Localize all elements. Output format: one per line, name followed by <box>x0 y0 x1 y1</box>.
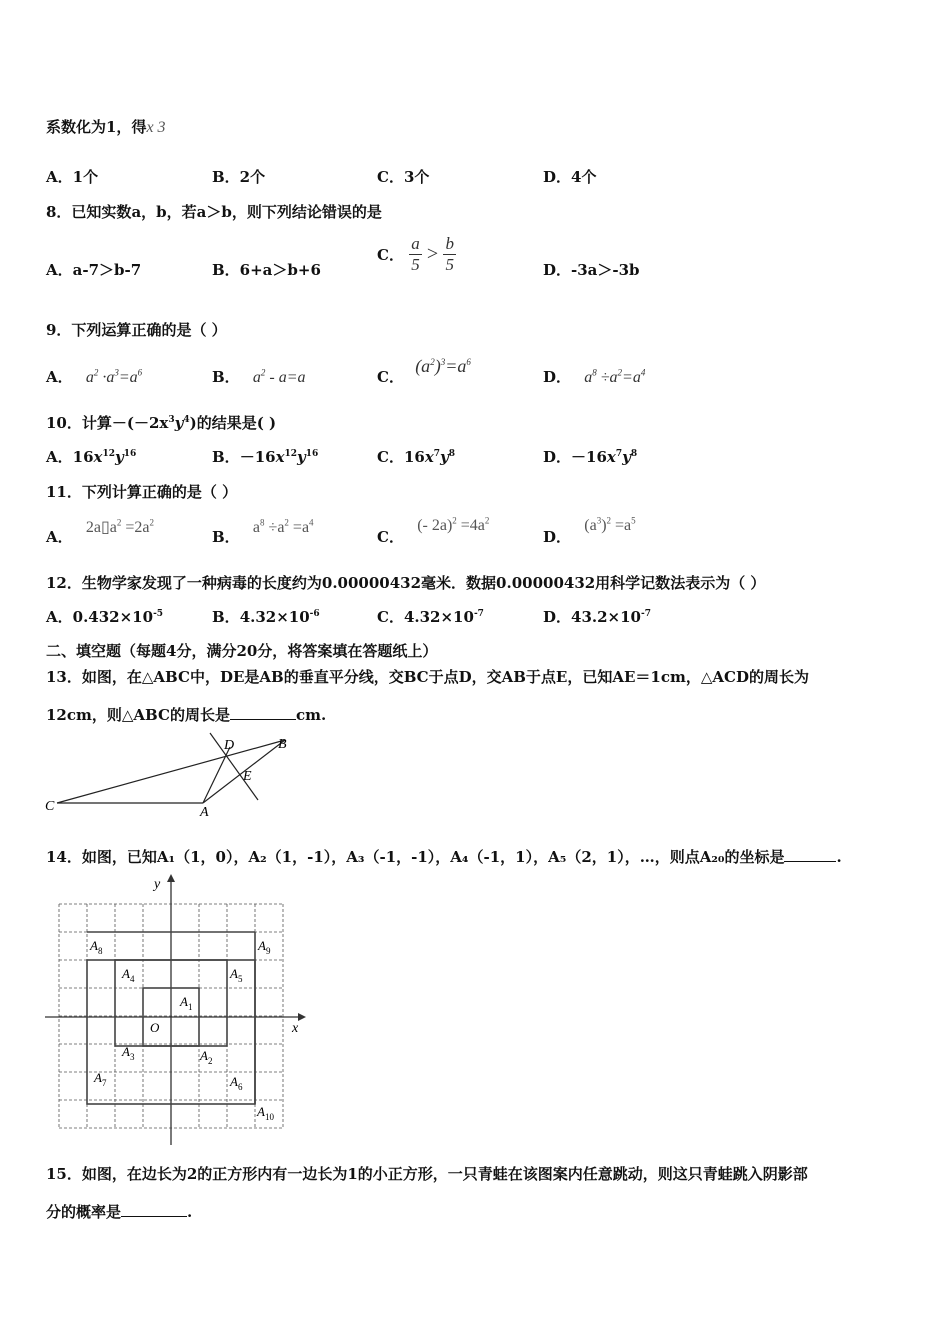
q7-option-a: A．1个 <box>46 168 99 186</box>
q14-coordinate-grid-figure <box>40 870 320 1150</box>
q11-stem: 11．下列计算正确的是（ ） <box>46 483 238 501</box>
q13-answer-blank[interactable] <box>230 719 296 720</box>
q9-option-d: D． $a^8 \div a^2=a^4$ <box>543 367 646 386</box>
q11-option-a: A． $2a▯a^2 =2a^2$ <box>46 517 155 546</box>
q10-option-d: D．$-16x^7y^8$ <box>543 448 638 466</box>
label-c: C <box>45 799 55 814</box>
q8-fraction-b: $\frac{b}{5}$ <box>445 234 454 274</box>
x-axis-arrow <box>298 1013 306 1021</box>
q8-option-a: A．a-7＞b-7 <box>46 261 142 279</box>
label-a10: $A_{10}$ <box>257 1104 274 1122</box>
label-b: B <box>278 737 287 752</box>
q10-stem: 10．计算$-(-2x^3y^4)$的结果是( ) <box>46 414 277 432</box>
q13-line-1: 13．如图，在△ABC中，DE是AB的垂直平分线，交BC于点D，交AB于点E，已知AE＝1cm，△ACD的周长为 <box>46 668 809 686</box>
q11-option-c: C． (- $2a)^2 =4a^2$ <box>377 515 490 546</box>
q7-solution-result: x 3 <box>146 119 166 136</box>
q15-answer-blank[interactable] <box>121 1216 187 1217</box>
label-a6: $A_6$ <box>230 1074 243 1092</box>
q7-option-c: C．3个 <box>377 168 430 186</box>
label-a9: $A_9$ <box>258 938 271 956</box>
label-origin: O <box>150 1020 160 1035</box>
label-a2: $A_2$ <box>200 1048 213 1066</box>
q15-line-1: 15．如图，在边长为2的正方形内有一边长为1的小正方形，一只青蛙在该图案内任意跳动，则这只青蛙跳入阴影部 <box>46 1165 808 1183</box>
label-x: x <box>292 1021 299 1036</box>
q10-option-c: C．$16x^7y^8$ <box>377 448 456 466</box>
label-a3: $A_3$ <box>122 1044 135 1062</box>
label-a: A <box>200 805 209 818</box>
q11-option-d: D． $(a^3)^2 =a^5$ <box>543 515 636 546</box>
q8-stem: 8．已知实数a，b，若a＞b，则下列结论错误的是 <box>46 203 382 221</box>
label-a1: $A_1$ <box>180 994 193 1012</box>
q8-option-c-label: C． <box>377 246 404 264</box>
q8-fraction-a: $\frac{a}{5}$ <box>411 234 420 274</box>
q8-option-b: B．6+a＞b+6 <box>212 261 321 279</box>
q12-option-a: A．$0.432\times 10^{-5}$ <box>46 608 164 626</box>
q8-option-c <box>377 234 456 275</box>
q11-option-b: B． $a^8 \div a^2 =a^4$ <box>212 517 314 546</box>
label-a5: $A_5$ <box>230 966 243 984</box>
q9-option-c: C． $(a^2)^3=a^6$ <box>377 356 471 386</box>
section-2-heading: 二、填空题（每题4分，满分20分，将答案填在答题纸上） <box>46 642 438 660</box>
q7-option-b: B．2个 <box>212 168 266 186</box>
q14-answer-blank[interactable] <box>784 861 836 862</box>
y-axis-arrow <box>167 874 175 882</box>
q13-triangle-figure <box>40 728 310 818</box>
q12-option-c: C．$4.32\times 10^{-7}$ <box>377 608 484 626</box>
q10-option-a: A．$16x^{12}y^{16}$ <box>46 448 137 466</box>
q10-option-b: B．$-16x^{12}y^{16}$ <box>212 448 319 466</box>
label-e: E <box>243 769 252 784</box>
q15-line-2: 分的概率是 . <box>46 1203 193 1221</box>
q12-option-d: D．$43.2\times 10^{-7}$ <box>543 608 651 626</box>
label-d: D <box>224 738 235 753</box>
q14-stem: 14．如图，已知A₁（1，0），A₂（1，-1），A₃（-1，-1），A₄（-1，1），A₅（2，1），…，则点A₂₀的坐标是 . <box>46 848 842 866</box>
q12-stem: 12．生物学家发现了一种病毒的长度约为0.00000432毫米．数据0.00000432用科学记数法表示为（ ） <box>46 574 766 592</box>
label-a7: $A_7$ <box>94 1070 107 1088</box>
q8-gt-sign: > <box>426 243 439 265</box>
label-a8: $A_8$ <box>90 938 103 956</box>
label-y: y <box>154 877 161 892</box>
q13-line-2: 12cm，则△ABC的周长是 cm. <box>46 706 327 724</box>
q7-solution-line: 系数化为1，得x 3 <box>46 118 166 136</box>
q9-option-b: B． $a^2 - a=a$ <box>212 367 306 386</box>
q7-option-d: D．4个 <box>543 168 597 186</box>
q8-option-d: D．-3a＞-3b <box>543 261 640 279</box>
q9-stem: 9．下列运算正确的是（ ） <box>46 321 227 339</box>
q9-option-a: A． $a^2 \cdot a^3=a^6$ <box>46 367 143 386</box>
label-a4: $A_4$ <box>122 966 135 984</box>
q12-option-b: B．$4.32\times 10^{-6}$ <box>212 608 320 626</box>
